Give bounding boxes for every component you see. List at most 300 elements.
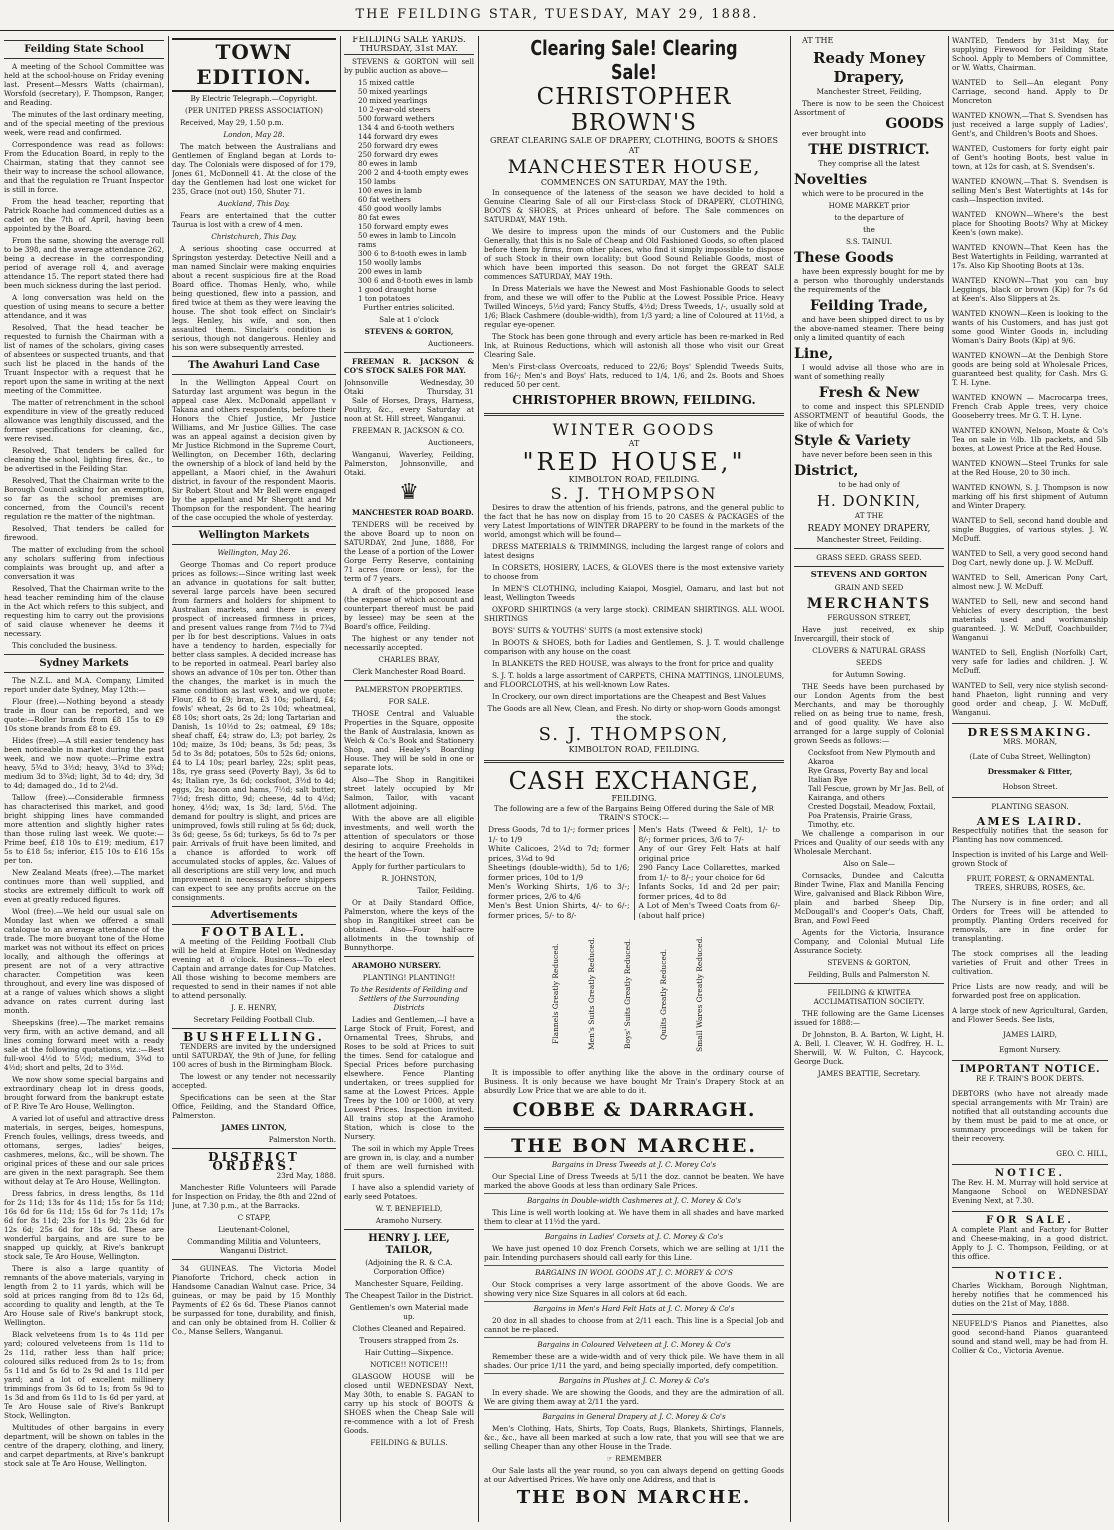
received-time: Received, May 29, 1.50 p.m. [180,118,284,127]
sj-thompson-line: In BLANKETS the RED HOUSE, was always to the front for price and quality [492,659,774,668]
piano-advert: 34 GUINEAS. The Victoria Model Pianoforte Trichord, check action in Handsome Canadian Walnut case. Price, 34 guineas, or may be paid by 15 Monthly Payments of £2 6s 6d. These Pianos cannot be surpassed for tone, durability, and finish, and can only be obtained from H. Collier & Co., Manse Sellers, Wanganui. [172,1264,336,1336]
district-orders-rank: Lieutenant-Colonel, [218,1225,290,1234]
glasgow-notice-heading: NOTICE!! NOTICE!!! [370,1360,448,1369]
ready-money-title-2: READY MONEY DRAPERY, [807,524,931,534]
wanted-ad: WANTED to Sell, new and second hand Vehicles of every description, the best materials used and workmanship guaranteed. J. W. McDuff, Coachbuilder, Wanganui [952,597,1108,642]
neufeld-piano-advert: NEUFELD'S Pianos and Pianettes, also good second-hand Pianos guaranteed sound and stand well, may be had from H. Collier & Co., Victoria Avenue. [952,1319,1108,1355]
wanted-ad: WANTED, Tenders by 31st May, for supplying Firewood for Feilding State School. Apply to Members of Committee, or W. Watts, Chairman. [952,36,1108,72]
column-school-markets [4,36,164,1522]
stock-item: 50 mixed yearlings [358,87,428,96]
bushfelling-notice-3: Specifications can be seen at the Star Office, Feilding, and the Standard Office, Palmerston. [172,1093,336,1120]
clovers-label: CLOVERS & NATURAL GRASS [812,646,926,655]
advertisements-heading: Advertisements [172,906,336,925]
district-orders-command: Commanding Militia and Volunteers, Wanganui District. [187,1237,321,1255]
football-signature: J. E. HENRY, [231,1003,277,1012]
jackson-place: Otaki [344,387,364,396]
bon-marche-item-text: Remember these are a wide-width and of very thick pile. We have them in all shades. Our price 1/11 the yard, and being specially imported, defy competition. [484,1352,784,1370]
properties-notice-3: With the above are all eligible investments, and well worth the attention of speculators or those desiring to acquire Freeholds in the heart of the Town. [344,814,474,859]
district-orders-notice: Manchester Rifle Volunteers will Parade for Inspection on Friday, the 8th and 22nd of June, at 7.30 p.m., at the Barracks. [172,1183,336,1210]
also-on-sale: Also on Sale— [843,859,895,868]
wanted-ad: WANTED KNOWN—Keen is looking to the wants of his Customers, and has just got some good Winter Goods in, including Woman's Dairy Boots (Kip) at 9/6. [952,309,1108,345]
seeds-paragraph: THE Seeds have been purchased by our London Agents from the best Merchants, and may be thoroughly relied on as being true to name, fresh, and of good quality. We have also arranged for a large supply of Colonial grown Seeds as follows:— [794,682,944,745]
column-wanted [952,36,1108,1522]
sj-thompson-line: S. J. T. holds a large assortment of CARPETS, CHINA MATTINGS, LINOLEUMS, and FLOORCLOTHS, at his well-known Low Rates. [484,671,784,689]
road-board-heading: MANCHESTER ROAD BOARD. [352,508,474,517]
remember-label: REMEMBER [615,1454,662,1463]
ship-name: S.S. TAINUI. [845,237,893,246]
bon-marche-item-text: 20 doz in all shades to choose from at 2/11 each. This line is a Special Job and cannot be re-placed. [484,1316,784,1334]
wanted-ad: WANTED to Sell, a very good second hand Dog Cart, newly done up. J. W. McDuff. [952,549,1108,567]
bushfelling-signature: JAMES LINTON, [221,1123,287,1132]
school-paragraph: This concluded the business. [12,641,118,650]
column-rule [340,36,341,1522]
winter-goods-title: WINTER GOODS [552,420,716,439]
reduced-banner: Flannels Greatly Reduced. [551,943,560,1045]
sydney-paragraph: Wool (free).—We held our usual sale on Monday last when we offered a small catalogue to an average attendance of the trade. The more buoyant tone of the Home market was not without its effect on prices locally, and although the offerings at present are not of a very attractive character. Competition was keen throughout, and every line was disposed of at a range of values which shows a slight advance on rates current during last month. [4,907,164,1015]
home-market-label: HOME MARKET prior [828,201,910,210]
awahuri-heading: The Awahuri Land Case [172,356,336,375]
fresh-new-label: Fresh & New [818,385,920,401]
jackson-heading: FREEMAN R. JACKSON & CO'S STOCK SALES FOR MAY. [344,357,474,375]
seed-item: Rye Grass, Poverty Bay and local [808,766,929,775]
seeds-label: SEEDS [855,658,883,667]
price-item: Dress Goods, 7d to 1/-; former prices 1/- to 1/9 [488,825,630,844]
road-board-signature: CHARLES BRAY, [378,655,440,664]
school-paragraph: A long conversation was held on the question of using means to secure a better attendance, and it was [4,293,164,320]
these-goods-label: These Goods [794,250,894,266]
price-item: A Lot of Men's Tweed Coats from 6/- (about half price) [638,901,780,920]
grain-seed-label: GRAIN AND SEED [834,583,904,592]
sj-thompson-intro: Desires to draw the attention of his friends, patrons, and the general public to the fact that he has now on display from 15 to 20 CASES & PACKAGES of the very Latest Importations of WINTER DRAPERY to be found in the markets of the world, amongst which will be found— [484,503,784,539]
for-sale-heading: FOR SALE. [986,1215,1074,1226]
tailor-line-4: Gentlemen's own Material made up. [349,1303,469,1321]
tailor-location: (Adjoining the R. & C.A. Corporation Office) [365,1258,453,1276]
also-on-sale-text: Cornsacks, Dundee and Calcutta Binder Twine, Flax and Manilla Fencing Wire, galvanised and Black Ribbon Wire, plain and barbed Sheep Dip, McDougall's and Cooper's Oats, Chaff, Bran, and Fowl Feed [794,871,944,925]
stock-item: 300 6 and 8-tooth ewes in lamb [358,276,473,285]
wanted-ad: WANTED to Sell, very nice stylish second-hand Phaeton, light running and very good order and cheap, J. W. McDuff, Wanganui. [952,681,1108,717]
bon-marche-footer: Our Sale lasts all the year round, so you can always depend on getting Goods at our Advertised Prices. We have only one Address, and that is [484,1466,784,1484]
sj-thompson-line: DRESS MATERIALS & TRIMMINGS, including the largest range of colors and latest designs [484,542,784,560]
clearing-sale-banner: Clearing Sale! Clearing Sale! [530,36,738,84]
stock-item: 150 woolly lambs [358,258,422,267]
further-entries: Further entries solicited. [363,303,455,312]
laird-para-6: Price Lists are now ready, and will be forwarded post free on application. [952,982,1108,1000]
stock-item: 1 good draught horse [358,285,437,294]
sydney-paragraph: Flour (free).—Nothing beyond a steady trade in flour can be reported, and we quote:—Roller brands from £8 15s to £9 10s stone brands from £8 to £9. [4,697,164,733]
reduced-banners [484,924,784,1064]
district-label: District, [794,463,859,479]
shooting-report: A serious shooting case occurred at Springston yesterday. Detective Neill and a man named Sinclair were making enquiries about a recent suspicious fire at the Road Board office. Thomas Henly, who, while being questioned, flew into a passion, and fired twice at them as they were leaving the house. The shot took effect on Sinclair's legs. Henley, his wife, and son, then assaulted them. Sinclair's condition is serious, though not dangerous. Henley and his son were subsequently arrested. [172,244,336,352]
laird-nursery: Egmont Nursery. [999,1045,1061,1054]
stock-item: 200 ewes in lamb [358,267,422,276]
football-signature-title: Secretary Feilding Football Club. [193,1015,315,1024]
important-notice-heading: IMPORTANT NOTICE. [959,1064,1101,1075]
price-item: White Calicoes, 2¼d to 7d; former prices, 3¼d to 9d [488,844,630,863]
bon-marche-item-heading: Bargains in Double-width Cashmeres at J. C. Morey & Co's [484,1193,784,1205]
bon-marche-item-text: Our Special Line of Dress Tweeds at 5/11 the doz. cannot be beaten. We have marked the above Goods at less than ordinary Sale Prices. [484,1172,784,1190]
kimbolton-address-2: KIMBOLTON ROAD, FEILDING. [568,745,700,754]
school-heading: Feilding State School [4,40,164,59]
auckland-report: Fears are entertained that the cutter Taurua is lost with a crew of 4 men. [172,211,336,229]
stock-item: 100 ewes in lamb [358,186,422,195]
column-rule [948,36,949,1522]
stock-item: 144 forward dry ewes [358,132,438,141]
seed-item: Tall Fescue, grown by Mr Jas. Bell, of Kairanga, and others [808,784,944,802]
stock-item: 15 mixed cattle [358,78,415,87]
dressmaker-late: (Late of Cuba Street, Wellington) [969,752,1091,761]
school-paragraph: Resolved, That tenders be called for firewood. [4,524,164,542]
wanted-ad: WANTED, Customers for forty eight pair of Gent's hooting Boots, best value in town, at 12s for cash, at S. Svendsen's. [952,144,1108,171]
school-paragraph: A meeting of the School Committee was held at the school-house on Friday evening last. Present—Messrs Watts (chairman), Worsfold (secretary), F. Thompson, Ranger, and Reading. [4,62,164,107]
bon-marche-item-text: This Line is well worth looking at. We have them in all shades and have marked them to clear at 11½d the yard. [484,1208,784,1226]
sj-thompson-line: OXFORD SHIRTINGS (a very large stock). CRIMEAN SHIRTINGS. ALL WOOL SHIRTINGS [484,605,784,623]
comprise-label: They comprise all the latest [818,159,920,168]
road-board-notice-2: A draft of the proposed lease (the expense of which account and counterpart thereof must be paid by lessee) may be seen at the Board's office, Feilding. [344,586,474,631]
sydney-paragraph: A varied lot of useful and attractive dress materials, in serges, beiges, homespuns, French foules, vellings, dress tweeds, and ottomans, serges, ladies' beiges, cashmeres, melons, &c., will be shown. The original prices of these and our sale prices are given in the next paragraph. See them without delay at Te Aro House, Wellington. [4,1114,164,1186]
properties-signature: R. JOHNSTON, [381,874,437,883]
properties-notice-5: Or at Daily Standard Office, Palmerston, where the keys of the shop in Rangitikei street can be obtained. Also—Four half-acre allotments in the township of Bunnythorpe. [344,898,474,952]
seed-item: Crested Dogstail, Meadow, Foxtail, Poa Pratensis, Prairie Grass, Timothy, etc. [808,802,936,829]
stock-item: 1 ton potatoes [358,294,411,303]
bon-marche-item-heading: Bargains in Plushes at J. C. Morey & Co's [484,1373,784,1385]
wanted-ad: WANTED KNOWN — Macrocarpa trees, French Crab Apple trees, very choice Gooseberry trees. Mr G. T. H. Lyne. [952,393,1108,420]
tailor-line-7: Hair Cutting—Sixpence. [364,1348,454,1357]
laird-signature: JAMES LAIRD, [1003,1030,1057,1039]
wellington-markets-heading: Wellington Markets [172,526,336,545]
ready-money-title: Ready Money Drapery, [813,49,925,86]
seed-item: Italian Rye [808,775,848,784]
bon-marche-item-heading: Bargains in Coloured Velveteen at J. C. Morey & Co's [484,1337,784,1349]
tailor-line-3: The Cheapest Tailor in the District. [344,1291,474,1300]
stock-item: 20 mixed yearlings [358,96,428,105]
wanted-ad: WANTED to Sell—An elegant Pony Carriage, second hand. Apply to Dr Moncreton [952,78,1108,105]
sj-thompson-lines [484,542,784,701]
dressmaker-street: Hobson Street. [1002,782,1058,791]
wellington-markets-report: George Thomas and Co report produce prices as follows:—Since writing last week an advance in quotations for salt butter, several large parcels have been secured from farmers and holders for shipment to Australian markets, and there is every prospect of increased firmness in prices, and present values range from 7½d to 7¾d per lb for best descriptions. Values in oats have a tendency to harden, especially for better class samples. A decided increase has to be reported in oatmeal. Pearl barley also shows an advance of 10s per ton. Other than the changes, the market is in much the same condition as last week, and we quote: Flour, £8 to £9; bran, £3 10s; pollard, £4; fowls' wheat, 2s 6d to 2s 10d; wheatmeal, £8 10s; short oats, 2s 2d; long Tartarian and Danish, 1s 10½d to 2s; oatmeal, £9 18s; sheaf chaff, £4; straw do, L3; pot barley, 2s 10d; maize, 3s 10d; beans, 3s 5d; peas, 3s 5d to 3s 8d; potatoes, 50s to 52s 6d; onions, £4 to L4 10s; pearl barley, 22s; split peas, 18s, rye grass seed (Poverty Bay), 3s 6d to 4s; Italian rye, 3s 6d; cocksfoot, 3½d to 4d; eggs, 2s; bacon and hams, 7½d; salt butter, 7½d; fresh ditto, 9d; cheese, 4d to 4½d; honey, 4½d; wax, 1s 3d; lard, 5½d. The demand for poultry is slight, and prices are unimproved, fowls still ruling at 5s 6d; duck, 3s 6d; geese, 5s 6d; turkeys, 5s 6d to 7s per pair. Arrivals of fruit have been limited, and a chance is afforded to work off accumulated stocks of apples, &c. Values of all descriptions are still very low, and much improvement in necessary before shippers can expect to see any profits accrue on the consignments. [172,560,336,902]
bon-marche-item-heading: Bargains in Dress Tweeds at J. C. Morey Co's [484,1157,784,1169]
stock-item: 250 forward dry ewes [358,150,438,159]
stock-list [344,78,474,303]
cash-exchange-intro: The following are a few of the Bargains Being Offered during the Sale of MR TRAIN'S STOCK:— [494,804,774,822]
school-paragraph: The matter of retrenchment in the school expenditure in view of the greatly reduced allowance was lengthily discussed, and the former specifications for cleaning, &c., were revised. [4,398,164,443]
school-paragraph: The matter of excluding from the school any scholars suffering from infectious complaints was brought up, and after a conversation it was [4,545,164,581]
bon-marche-item-heading: BARGAINS IN WOOL GOODS AT J. C. MOREY & CO'S [484,1265,784,1277]
properties-heading: PALMERSTON PROPERTIES. [355,685,463,694]
grass-seed-heading: GRASS SEED. GRASS SEED. [816,553,922,562]
stock-item: 10 2-year-old steers [358,105,431,114]
sydney-heading: Sydney Markets [4,654,164,673]
important-notice-text: DEBTORS (who have not already made special arrangements with Mr Train) are notified that all outstanding accounts due by them must be paid to me at once, or summary proceedings will be taken for their recovery. [952,1089,1108,1143]
clearing-sale-subtitle: GREAT CLEARING SALE OF DRAPERY, CLOTHING, BOOTS & SHOES [490,136,778,145]
cobbe-darragh-title: COBBE & DARRAGH. [512,1099,756,1121]
sydney-paragraph: Dress fabrics, in dress lengths, 8s 11d for 2s 11d; 13s for 4s 11d; 15s for 5s 11d; 16s 6d for 6s 11d; 15s 6d for 7s 11d; 17s 6d for 8s 11d; 23s for 11s 9d; 23s 6d for 12s 6d; 25s 6d for 18s 6d. These are wonderful bargains, and are sure to be snapped up quickly, at Rive's bankrupt stock sale, Te Aro House, Wellington. [4,1189,164,1261]
clearing-para-5: Men's First-class Overcoats, reduced to 22/6; Boys' Splendid Tweeds Suits, from 16/-; Men's and Boys' Hats, reduced to 1/4, 1/6, and 2s. Boots and Shoes reduced 50 per cent. [484,362,784,389]
at-label: AT [628,146,640,155]
reduced-banner: Men's Suits Greatly Reduced. [587,937,596,1051]
jackson-signature: FREEMAN R. JACKSON & CO. [352,426,465,435]
which-label: which were to be procured in the [802,189,924,198]
dateline-christchurch: Christchurch, This Day. [211,232,297,241]
sydney-paragraph: There is also a large quantity of remnants of the above materials, varying in length from 2 to 11 yards, which will be sold at prices ranging from 8d to 12s 6d, according to quality and length, at the Te Aro House sale of Rive's bankrupt stock, Wellington. [4,1264,164,1327]
school-paragraph: From the same, showing the average roll to be 398, and the average attendance 262, being a decrease in the corresponding period of average roll 4, and average attendance 15. The report stated there had been much sickness during the last period. [4,236,164,290]
wanted-ad: WANTED to Sell, American Pony Cart, almost new. J. W. McDuff. [952,573,1108,591]
stevens-gorton-places: Feilding, Bulls and Palmerston N. [808,970,930,979]
received-text: Have just received, ex ship Invercargill, their stock of [794,625,944,643]
cricket-report: The match between the Australians and Gentlemen of England began at Lords to-day. The Colonials were disposed of for 179, Jones 61, McDonnell 41. At the close of the day the Gentlemen had lost one wicket for 235, Grace (not out) 150, Shuter 71. [172,142,336,196]
seed-item: Cocksfoot from New Plymouth and Akaroa [808,748,936,766]
novelties-label: Novelties [794,172,868,188]
sydney-paragraph: New Zealand Meats (free).—The market continues more than well supplied, and stocks are extremely difficult to work off even at greatly reduced figures. [4,868,164,904]
stevens-gorton-heading: STEVENS AND GORTON [810,570,928,580]
auctioneer-name: STEVENS & GORTON, [364,327,454,336]
properties-signature-title: Tailor, Feilding. [417,886,474,895]
stevens-gorton-signature: STEVENS & GORTON, [827,958,911,967]
nursery-notice: Ladies and Gentlemen,—I have a Large Stock of Fruit, Forest, and Ornamental Trees, Shrubs, and Roses to be sold at Prices to suit the times. Send for catalogue and Special Prices before purchasing elsewhere. Fence Planting undertaken, or trees supplied for same at the Lowest Prices. Apple Trees by the 100 or 1000, at very Lowest Prices. Inspection invited. All trains stop at the Aramoho Station, which is close to the Nursery. [344,1015,474,1141]
town-edition-title: TOWN EDITION. [172,38,336,92]
laird-para-7: A large stock of new Agricultural, Garden, and Flower Seeds. See lists, [952,1006,1108,1024]
sj-thompson-title: S. J. THOMPSON [550,484,718,503]
district-orders-signature: C STAPP, [237,1213,271,1222]
price-item: Infants Socks, 1d and 2d per pair; former prices, 4d to 8d [638,882,780,901]
acclimatisation-intro: THE following are the Game Licenses issued for 1888:— [794,1009,944,1027]
properties-notice-4: Apply for further particulars to [352,862,466,871]
acclimatisation-heading: FEILDING & KIWITEA ACCLIMATISATION SOCIETY. [813,988,925,1006]
at-the-label-2: AT THE [854,511,884,520]
wanted-ad: WANTED KNOWN—That you can buy Leggings, black or brown (Kip) for 7s 6d at Keen's. Also Slippers at 2s. [952,276,1108,303]
bon-marche-item-text: In every shade. We are showing the Goods, and they are the admiration of all. We are giving them away at 2/11 the yard. [484,1388,784,1406]
merchants-label: MERCHANTS [806,596,932,612]
ready-money-address: Manchester Street, Feilding, [816,87,922,96]
auctioneer-title: Auctioneers. [428,339,474,348]
ever-brought-label: ever brought into [802,129,866,138]
sj-thompson-signature: S. J. THOMPSON, [538,724,730,745]
tailor-line-5: Clothes Cleaned and Repaired. [352,1324,466,1333]
stock-item: 60 fat wethers [358,195,411,204]
bon-marche-item-text: Men's Clothing, Hats, Shirts, Top Coats, Rugs, Blankets, Shirtings, Flannels, &c., &c., have all been marked at such a low rate, that you will see that we are selling Cheaper than any other House in the Trade. [484,1424,784,1451]
donkin-name: H. DONKIN, [816,492,922,510]
awahuri-report: In the Wellington Appeal Court on Saturday last argument was begun in the appeal case Alex. McDonald appellant v Takana and others respondents, before their Honors the Chief Justice, Mr Justice Williams, and Mr Justice Gillies. The case was an appeal against a decision given by Mr Justice Richmond in the Supreme Court, Wellington, on December 16th, declaring the ownership of a block of land held by the appellant, a Maori chief, in the Awahuri district, in favour of the respondent Maoris. Sir Robert Stout and Mr Bell were engaged by the appellant and Mr Shergott and Mr Thompson for the respondent. The hearing of the case occupied the whole of yesterday. [172,378,336,522]
reduced-banner: Quilts Greatly Reduced. [659,948,668,1040]
sj-thompson-line: In BOOTS & SHOES, both for Ladies and Gentlemen, S. J. T. would challenge comparison with any house on the coast [484,638,784,656]
jackson-date-row [344,387,474,396]
nursery-signature-title: Aramoho Nursery. [375,1216,443,1225]
sydney-paragraph: We now show some special bargains and extraordinary cheap lot in dress goods, brought forward from the bankrupt estate of P. Rive Te Aro House, Wellington. [4,1075,164,1111]
reduced-banner: Boys' Suits Greatly Reduced. [623,938,632,1050]
stock-item: 80 ewes in lamb [358,159,418,168]
notice-text-2: Charles Wickham, Borough Nightman, hereby notifies that he commenced his duties on the 21st of May, 1888. [952,1281,1108,1308]
football-notice: A meeting of the Feilding Football Club will be held at Empire Hotel on Wednesday evening at 8 o'clock. Business—To elect Captain and arrange dates for Cup Matches. All those wishing to become members are requested to send in their names if not able to attend personally. [172,937,336,1000]
manchester-house-title: MANCHESTER HOUSE, [507,156,761,178]
jackson-notice: Sale of Horses, Drays, Harness, Poultry, &c., every Saturday at noon at St. Hill street, Wanganui. [344,396,474,423]
important-notice-signature: GEO. C. HILL, [1056,1149,1108,1158]
fergusson-street: FERGUSSON STREET, [827,613,911,622]
road-board-notice: TENDERS will be received by the above Board up to noon on SATURDAY, 2nd June, 1888, For the Lease of a portion of the Lower Gorge Ferry Reserve, containing 71 acres (more or less), for the term of 7 years. [344,520,474,583]
school-paragraph: From the head teacher, reporting that Patrick Roache had commenced duties as a cadet on the 7th of April, having been appointed by the Board. [4,197,164,233]
agents-text: Agents for the Victoria, Insurance Company, and Colonial Mutual Life Assurance Society. [794,928,944,955]
feilding-trade-label: Feilding Trade, [809,298,929,314]
column-rule [168,36,169,1522]
cash-exchange-prices [484,825,784,920]
dressmaker-title: Dressmaker & Fitter, [987,767,1073,776]
school-paragraph: Resolved, That the Chairman write to the head teacher reminding him of the clause in the Act which refers to this subject, and requesting him to carry out the provisions of said clause whenever he deems it necessary. [4,584,164,638]
column-rule [478,36,479,1522]
ready-money-address-2: Manchester Street, Feilding. [816,535,922,544]
autumn-label: for Autumn Sowing. [832,670,906,679]
wanted-ads [952,36,1108,717]
price-list-left [484,825,634,920]
jackson-dates [344,378,474,396]
dateline-wellington: Wellington, May 26. [217,548,291,557]
laird-heading: AMES LAIRD. [976,815,1084,828]
cash-exchange-place: FEILDING. [611,794,657,803]
district-orders-date: 23rd May, 1888. [276,1171,336,1180]
press-association: (PER UNITED PRESS ASSOCIATION) [185,106,323,115]
sale-yards-heading: FEILDING SALE YARDS. [352,36,466,45]
road-board-title: Clerk Manchester Road Board. [352,667,466,676]
christopher-brown-footer: CHRISTOPHER BROWN, FEILDING. [512,393,756,407]
wanted-ad: WANTED KNOWN,—That S. Svendsen is selling Men's Best Watertights at 14s for cash—Inspection invited. [952,177,1108,204]
planting-heading: PLANTING SEASON. [991,802,1069,811]
glasgow-signature: FEILDING & BULLS. [370,1438,448,1447]
bushfelling-notice: TENDERS are invited by the undersigned until SATURDAY, the 9th of June, for felling 100 acres of bush in the Birmingham Block. [172,1042,336,1069]
wanted-ad: WANTED KNOWN, S. J. Thompson is now marking off his first shipment of Autumn and Winter Drapery. [952,483,1108,510]
tailor-subheading: TAILOR, [385,1245,433,1256]
price-item: Sheetings (double-width), 5d to 1/6; former prices, 10d to 1/9 [488,863,630,882]
sj-thompson-footer-note: The Goods are all New, Clean, and Fresh. No dirty or shop-worn Goods amongst the stock. [487,704,781,722]
important-notice-subheading: RE F. TRAIN'S BOOK DEBTS. [976,1074,1084,1083]
bon-marche-items [484,1157,784,1451]
wanted-ad: WANTED KNOWN, Nelson, Moate & Co's Tea on sale in ½lb. 1lb packets, and 5lb boxes, at Lowest Price at the Red House. [952,426,1108,453]
clearing-para-1: In consequence of the lateness of the season we have decided to hold a Genuine Clearing Sale of all our First-class Stock of DRAPERY, CLOTHING, BOOTS & SHOES, at Prices unheard of before. The Sale commences on SATURDAY, MAY 19th. [484,188,784,224]
bon-marche-item-heading: Bargains in Men's Hard Felt Hats at J. C. Morey & Co's [484,1301,784,1313]
column-town-edition [172,36,336,1522]
sj-thompson-line: In MEN'S CLOTHING, including Kaiapoi, Mosgiel, Oamaru, and last but not least, Wellington Tweeds [484,584,784,602]
clearing-para-2: We desire to impress upon the minds of our Customers and the Public Generally, that this is no Sale of Cheap and Old Fashioned Goods, so often placed before them by firms, from other places, who find it simply impossible to dispose of such Stock in their own locality; but Good Sound Reliable Goods, most of which have been imported this season. Do not forget the GREAT SALE commences SATURDAY, MAY 19th. [484,227,784,281]
wanted-ad: WANTED KNOWN—Where's the best place for Shooting Boots? Why at Mickey Keen's (own make). [952,210,1108,237]
line-label: Line, [794,346,834,362]
sj-thompson-line: In Crockery, our own direct importations are the Cheapest and Best Values [492,692,766,701]
inspect-text: to come and inspect this SPLENDID ASSORTMENT of beautiful Goods, the like of which for [794,402,944,429]
cash-exchange-title: CASH EXCHANGE, [508,767,760,795]
nursery-subheading: PLANTING! PLANTING!! [362,973,456,982]
bon-marche-title: THE BON MARCHE. [511,1135,757,1157]
the-label: the [863,225,875,234]
price-item: Men's Best Union Shirts, 4/- to 6/-; former prices, 5/- to 8/- [488,901,630,920]
bought-text: have been expressly bought for me by a person who thoroughly understands the requirements of the [794,267,944,294]
dateline-london: London, May 28. [223,130,285,139]
at-label-2: AT [628,439,640,448]
wanted-ad: WANTED to Sell, second hand double and single Buggies, of various styles. J. W. McDuff. [952,516,1108,543]
sydney-paragraph: The N.Z.L. and M.A. Company, Limited report under date Sydney, May 12th:— [4,676,164,694]
wanted-ad: WANTED KNOWN,—That S. Svendsen has just received a large supply of Ladies', Gent's, and Children's Boots and Shoes. [952,111,1108,138]
bushfelling-place: Palmerston North. [268,1135,336,1144]
stock-item: 150 forward empty ewes [358,222,449,231]
bon-marche-item-text: We have just opened 10 doz French Corsets, which we are selling at 1/11 the pair. Intending purchasers should call early for this Line. [484,1244,784,1262]
byline: By Electric Telegraph.—Copyright. [190,94,318,103]
notice-text: The Rev. H. M. Murray will hold service at Mangaone School on WEDNESDAY Evening Next, at 7.30. [952,1178,1108,1205]
jackson-title: Auctioneers, [428,438,474,447]
cash-exchange-footer: It is impossible to offer anything like the above in the ordinary course of Business. It is only because we have bought Mr Train's Drapery Stock at an absurdly Low Price that we are able to do it. [484,1068,784,1095]
sale-yards-intro: STEVENS & GORTON will sell by public auction as above— [344,57,474,75]
laird-para-1: Respectfully notifies that the season for Planting has now commenced. [952,826,1108,844]
wanted-ad: WANTED KNOWN—Steel Trunks for sale at the Red House, 20 to 30 inch. [952,459,1108,477]
bon-marche-item-heading: Bargains in General Drapery at J. C. Morey & Co's [484,1409,784,1421]
jackson-date: Wednesday, 30 [420,378,474,387]
clearing-para-4: The Stock has been gone through and every article has been re-marked in Red Ink, at Ruinous Reductions, which will astonish all those who visit our Great Clearing Sale. [484,332,784,359]
dateline-auckland: Auckland, This Day. [218,199,290,208]
sydney-paragraph: Multitudes of other bargains in every department, will be shown on tables in the centre of the drapery, clothing, and linery, and carpet departments, at Rive's bankrupt stock sale at Te Aro House, Wellington. [4,1423,164,1468]
price-item: Men's Hats (Tweed & Felt), 1/- to 8/-; former prices, 3/6 to 7/- [638,825,780,844]
properties-notice-2: Also—The Shop in Rangitikei street lately occupied by Mr Salmon, Tailor, with vacant allotment adjoining. [344,775,474,811]
nursery-heading: ARAMOHO NURSERY. [352,961,441,970]
challenge-text: We challenge a comparison in our Prices and Quality of our seeds with any Wholesale Merchant. [794,829,944,856]
tailor-address: Manchester Square, Feilding. [354,1279,464,1288]
sale-time: Sale at 1 o'clock [379,315,439,324]
for-sale-text: A complete Plant and Factory for Butter and Cheese-making, in a good district. Apply to J. C. Thompson, Feilding, or at this office. [952,1225,1108,1261]
bon-marche-item-heading: Bargains in Ladies' Corsets at J. C. Morey & Co's [484,1229,784,1241]
laird-para-3: FRUIT, FOREST, & ORNAMENTAL TREES, SHRUBS, ROSES, &c. [966,874,1094,892]
wanted-ad: WANTED KNOWN—At the Denbigh Store goods are being sold at Wholesale Prices, guaranteed best quality, for Cash. Mrs G. T. H. Lyne. [952,351,1108,387]
laird-para-4: The Nursery is in fine order; and all Orders for Trees will be attended to promptly. Planting Orders received for removals, are in fine order for transplanting. [952,898,1108,943]
laird-para-5: The stock comprises all the leading varieties of Fruit and other Trees in cultivation. [952,949,1108,976]
shipped-text: and have been shipped direct to us by the above-named steamer. There being only a limited quantity of each [794,315,944,342]
column-rule [790,36,791,1522]
sale-commence-date: COMMENCES ON SATURDAY, MAY the 19th. [540,178,728,187]
price-list-right [634,825,785,920]
column-ready-money [794,36,944,1522]
price-item: 290 Fancy Lace Collarettes, marked from 1/- to 8/-; your choice for 6d [638,863,780,882]
had-text: to be had only of [838,480,900,489]
stock-item: 80 fat ewes [358,213,400,222]
district-orders-heading: DISTRICT ORDERS. [208,1150,300,1173]
stock-item: 200 2 and 4-tooth empty ewes [358,168,469,177]
nursery-notice-2: The soil in which my Apple Trees are grown in, is clay, and a number of them are well furnished with fruit spurs. [344,1144,474,1180]
seeds-list [794,748,944,829]
sydney-paragraph: Sheepskins (free).—The market remains very firm, with an active demand, and all lines coming forward meet with a ready sale at the following quotations, viz.:—Best full-wool 4½d to 5½d; medium, 3¾d to 4½d; short and pelts, 2d to 3½d. [4,1018,164,1072]
stock-item: 500 forward wethers [358,114,435,123]
column-sales [344,36,474,1522]
jackson-date-row [344,378,474,387]
clearing-para-3: In Dress Materials we have the Newest and Most Fashionable Goods to select from, and these we will offer to the Public at the Lowest Possible Price. Heavy Twilled Winceys, 5½d yard; Fancy Stuffs, 4½d; Dress Tweeds, 1/-, usually sold at 1/6; Black Cashmere (double-width), from 1/3 yard; a line of Coloured at 11½d, a regular eye-opener. [484,284,784,329]
football-heading: FOOTBALL. [201,925,307,939]
school-report [4,62,164,650]
price-item: Men's Working Shirts, 1/6 to 3/-; former prices, 2/6 to 4/6 [488,882,630,901]
dressmaker-name: MRS. MORAN, [1003,737,1057,746]
jackson-places: Wanganui, Waverley, Feilding, Palmerston, Johnsonville, and Otaki. [344,450,474,477]
style-variety-label: Style & Variety [794,433,911,449]
royal-crest-icon: ♛ [399,480,419,505]
column-drapery-ads [484,36,784,1522]
red-house-title: "RED HOUSE," [522,448,746,476]
ready-money-intro: There is now to be seen the Choicest Assortment of [794,99,944,117]
remember-line: ☞ REMEMBER [606,1454,662,1463]
bon-marche-signature: THE BON MARCHE. [516,1487,752,1508]
sydney-paragraph: Tallow (free).—Considerable firmness has characterised this market, and good bright shipping lines have commanded more attention and slightly higher rates than those ruling last week. We quote:—Prime beef, £18 10s to £19; medium, £17 5s to £18 5s; inferior, £15 10s to £16 15s per ton. [4,793,164,865]
stock-item: 250 forward dry ewes [358,141,438,150]
laird-para-2: Inspection is invited of his Large and Well-grown Stock of [952,850,1108,868]
nursery-notice-3: I have also a splendid variety of early seed Potatoes. [344,1183,474,1201]
bushfelling-notice-2: The lowest or any tender not necessarily accepted. [172,1072,336,1090]
christopher-brown-title: CHRISTOPHER BROWN'S [536,84,732,136]
sale-yards-date: THURSDAY, 31st MAY. [344,45,474,55]
jackson-place: Johnsonville [344,378,389,387]
sydney-paragraph: Black velveteens from 1s to 4s 11d per yard; coloured velveteens from 1s 11d to 2s 11d, rather less than half price; coloured silks reduced from 2s to 1s; from 5s 11d and 5s 6d to 2s 9d and 1s 11d per yard; and a lot of excellent millinery trimmings from 3s 6d to 1s; from 5s 9d to 1s 3d and from 6s 11d to 1s 6d per yard, at Te Aro House sale of Rive's Bankrupt Stock, Wellington. [4,1330,164,1420]
departure-label: to the departure of [834,213,904,222]
stock-item: 450 good woolly lambs [358,204,442,213]
properties-for-sale: FOR SALE. [388,697,430,706]
goods-label: GOODS [885,116,944,132]
sj-thompson-line: In CORSETS, HOSIERY, LACES, & GLOVES there is the most extensive variety to choose from [484,563,784,581]
